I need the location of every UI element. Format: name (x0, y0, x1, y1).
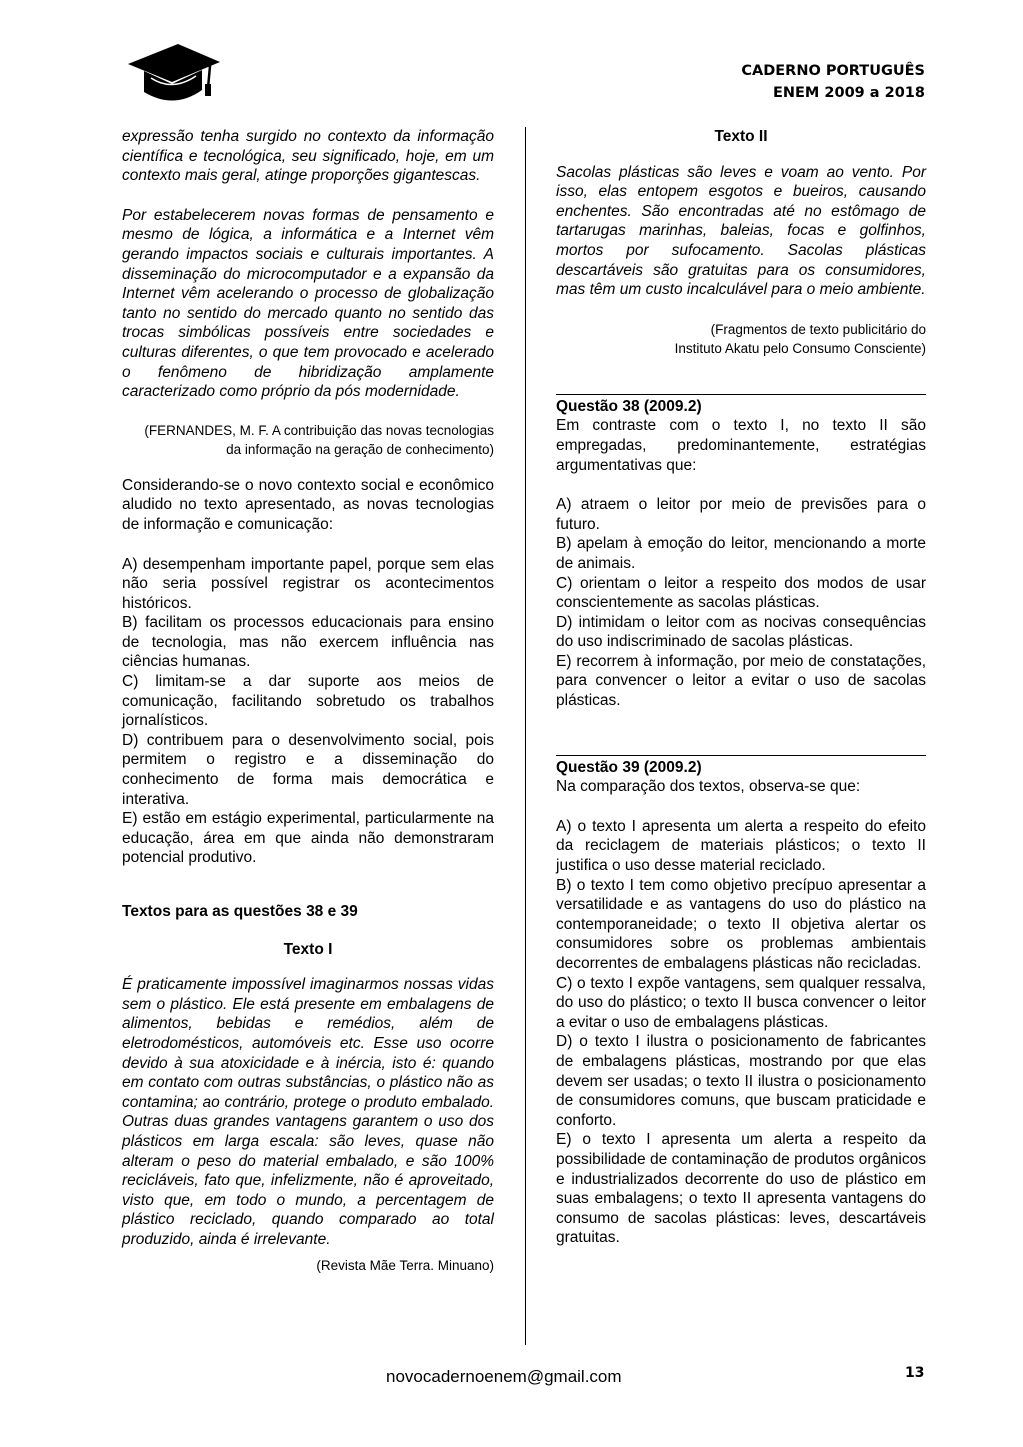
q39-option-d: D) o texto I ilustra o posicionamento de fabricantes de embalagens plásticas, mostrando por que elas devem ser usadas; o texto II ilustra o posicionamento de consumidores comuns, que buscam praticidade e conforto. (556, 1033, 926, 1129)
question-38 (556, 394, 926, 711)
column-divider (525, 127, 526, 1345)
text2-body: Sacolas plásticas são leves e voam ao vento. Por isso, elas entopem esgotos e bueiros, causando enchentes. São encontradas até no estômago de tartarugas marinhas, baleias, focas e golfinhos, mortos por sufocamento. Sacolas plásticas descartáveis são gratuitas para os consumidores, mas têm um custo incalculável para o meio ambiente. (556, 163, 926, 299)
right-column (556, 127, 926, 1248)
question-39 (556, 755, 926, 1248)
q38-option-b: B) apelam à emoção do leitor, mencionando a morte de animais. (556, 535, 926, 572)
answer-option-c: C) limitam-se a dar suporte aos meios de comunicação, facilitando sobretudo os trabalhos jornalísticos. (122, 673, 494, 730)
text1-source: (Revista Mãe Terra. Minuano) (316, 1257, 494, 1273)
question-stem: Considerando-se o novo contexto social e econômico aludido no texto apresentado, as novas tecnologias de informação e comunicação: (122, 476, 494, 533)
document-header (741, 60, 925, 104)
question-39-title: Questão 39 (2009.2) (556, 758, 702, 776)
question-39-stem: Na comparação dos textos, observa-se que: (556, 778, 861, 796)
text1-body: É praticamente impossível imaginarmos nossas vidas sem o plástico. Ele está presente em embalagens de alimentos, bebidas e remédios, além de eletrodomésticos, automóveis etc. Esse uso ocorre devido à sua atoxicidade e à inércia, isto é: quando em contato com outras substâncias, o plástico não as contamina; ao contrário, protege o produto embalado. Outras duas grandes vantagens garantem o uso dos plásticos em larga escala: são leves, quase não alteram o peso do material embalado, e são 100% recicláveis, fato que, infelizmente, não é aproveitado, visto que, em todo o mundo, a percentagem de plástico reciclado, quando comparado ao total produzido, ainda é irrelevante. (122, 976, 494, 1248)
text2-title: Texto II (714, 128, 768, 145)
answer-option-a: A) desempenham importante papel, porque sem elas não seria possível registrar os acontecimentos históricos. (122, 555, 494, 612)
q38-option-c: C) orientam o leitor a respeito dos modos de usar conscientemente as sacolas plásticas. (556, 574, 926, 612)
question-38-title: Questão 38 (2009.2) (556, 397, 702, 415)
source-citation: (FERNANDES, M. F. A contribuição das novas tecnologias da informação na geração de conhecimento) (144, 422, 494, 457)
text2-source-line2: Instituto Akatu pelo Consumo Consciente) (674, 340, 926, 356)
answer-option-e: E) estão em estágio experimental, particularmente na educação, área em que ainda não demonstraram potencial produtivo. (122, 810, 494, 867)
text1-title: Texto I (283, 940, 333, 958)
header-title-line1: CADERNO PORTUGUÊS (741, 63, 925, 79)
graduation-cap-icon (128, 44, 220, 104)
text2-source-line1: (Fragmentos de texto publicitário do (710, 321, 926, 337)
answer-option-b: B) facilitam os processos educacionais para ensino de tecnologia, mas não exercem influência nas ciências humanas. (122, 614, 494, 671)
q39-option-a: A) o texto I apresenta um alerta a respeito do efeito da reciclagem de materiais plásticos; o texto II justifica o uso desse material reciclado. (556, 817, 926, 875)
left-column (122, 127, 494, 1275)
q38-option-d: D) intimidam o leitor com as nocivas consequências do uso indiscriminado de sacolas plásticas. (556, 613, 926, 651)
q38-option-a: A) atraem o leitor por meio de previsões para o futuro. (556, 496, 926, 533)
header-title-line2: ENEM 2009 a 2018 (772, 85, 925, 101)
answer-option-d: D) contribuem para o desenvolvimento social, pois permitem o registro e a disseminação do conhecimento de forma mais democrática e interativa. (122, 731, 494, 808)
footer-email: novocadernoenem@gmail.com (386, 1367, 622, 1386)
q39-option-e: E) o texto I apresenta um alerta a respeito da possibilidade de contaminação de produtos orgânicos e industrializados decorrente do uso de plástico em suas embalagens; o texto II apresenta vantagens do consumo de sacolas plásticas: leves, descartáveis gratuitas. (556, 1131, 926, 1247)
section-title: Textos para as questões 38 e 39 (122, 903, 358, 920)
intro-paragraph-2: Por estabelecerem novas formas de pensamento e mesmo de lógica, a informática e a Internet vêm gerando impactos sociais e culturais importantes. A disseminação do microcomputador e a expansão da Internet vêm acelerando o processo de globalização tanto no sentido do mercado quanto no sentido das trocas simbólicas possíveis entre sociedades e culturas diferentes, o que tem provocado e acelerado o fenômeno de hibridização amplamente caracterizado como próprio da pós modernidade. (122, 206, 494, 401)
intro-paragraph-1: expressão tenha surgido no contexto da informação científica e tecnológica, seu significado, hoje, em um contexto mais geral, atinge proporções gigantescas. (122, 128, 494, 185)
q39-option-b: B) o texto I tem como objetivo precípuo apresentar a versatilidade e as vantagens do uso do plástico na contemporaneidade; o texto II objetiva alertar os consumidores sobre os problemas ambientais decorrentes de embalagens plásticas não recicladas. (556, 876, 926, 972)
q38-option-e: E) recorrem à informação, por meio de constatações, para convencer o leitor a evitar o uso de sacolas plásticas. (556, 652, 926, 710)
question-38-stem: Em contraste com o texto I, no texto II são empregadas, predominantemente, estratégias argumentativas que: (556, 417, 926, 474)
q39-option-c: C) o texto I expõe vantagens, sem qualquer ressalva, do uso do plástico; o texto II busca convencer o leitor a evitar o uso de embalagens plásticas. (556, 974, 926, 1031)
page-number: 13 (905, 1365, 925, 1381)
